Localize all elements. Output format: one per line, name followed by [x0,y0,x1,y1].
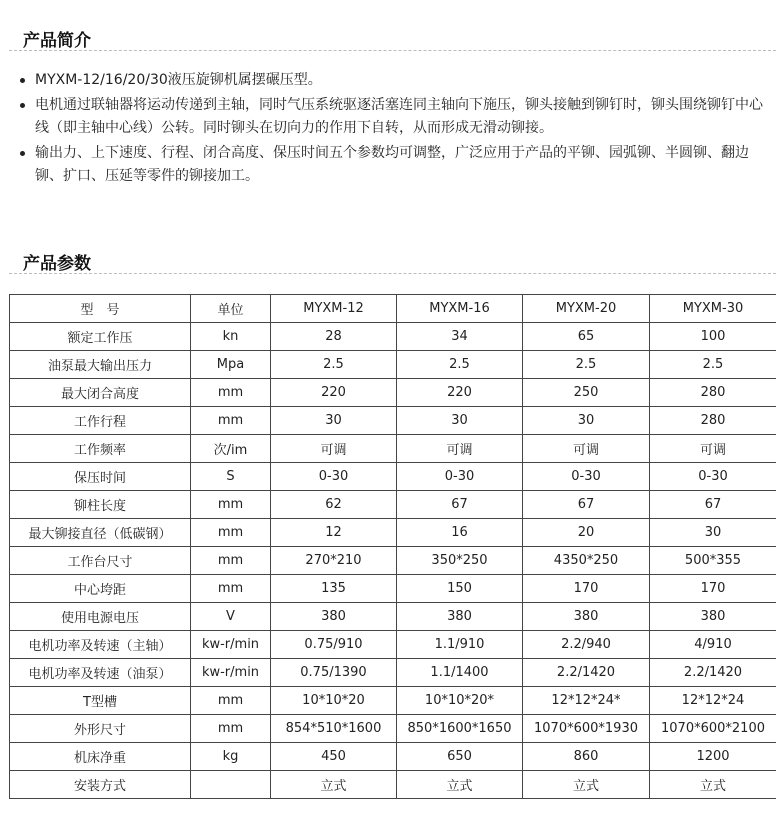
cell-model-30: 280 [650,379,776,407]
cell-model-16: 67 [397,491,523,519]
intro-bullet-item [18,94,773,140]
cell-model-30: 1070*600*2100 [650,715,776,743]
cell-param-name: 工作台尺寸 [10,547,191,575]
cell-model-30: 12*12*24 [650,687,776,715]
cell-model-16: 350*250 [397,547,523,575]
cell-model-12: 10*10*20 [271,687,397,715]
cell-model-12: 立式 [271,771,397,799]
cell-param-name: 最大闭合高度 [10,379,191,407]
cell-param-name: 安装方式 [10,771,191,799]
cell-model-30: 100 [650,323,776,351]
cell-unit: V [191,603,271,631]
cell-model-20: 250 [523,379,650,407]
cell-model-12: 380 [271,603,397,631]
cell-param-name: 使用电源电压 [10,603,191,631]
cell-model-30: 67 [650,491,776,519]
cell-unit: kg [191,743,271,771]
cell-model-20: 65 [523,323,650,351]
cell-model-20: 2.5 [523,351,650,379]
cell-unit: mm [191,491,271,519]
cell-unit: mm [191,687,271,715]
cell-model-12: 0.75/1390 [271,659,397,687]
cell-param-name: 额定工作压 [10,323,191,351]
cell-model-20: 30 [523,407,650,435]
cell-param-name: 最大铆接直径（低碳钢） [10,519,191,547]
cell-model-12: 0-30 [271,463,397,491]
table-row [10,547,776,575]
table-row [10,687,776,715]
cell-model-30: 280 [650,407,776,435]
cell-model-12: 450 [271,743,397,771]
cell-unit: kw-r/min [191,659,271,687]
cell-param-name: 外形尺寸 [10,715,191,743]
cell-unit: 次/im [191,435,271,463]
cell-model-12: 62 [271,491,397,519]
cell-unit: S [191,463,271,491]
cell-unit: Mpa [191,351,271,379]
cell-model-12: 可调 [271,435,397,463]
intro-section-title: 产品简介 [23,31,91,51]
cell-model-20: 0-30 [523,463,650,491]
intro-bullet-list [18,69,773,190]
cell-unit: mm [191,519,271,547]
header-cell-unit: 单位 [191,295,271,323]
cell-model-16: 16 [397,519,523,547]
table-row [10,631,776,659]
cell-param-name: 铆柱长度 [10,491,191,519]
cell-model-12: 854*510*1600 [271,715,397,743]
intro-bullet-item [18,69,773,92]
cell-model-20: 可调 [523,435,650,463]
cell-unit: mm [191,379,271,407]
cell-model-20: 1070*600*1930 [523,715,650,743]
cell-model-12: 30 [271,407,397,435]
cell-model-20: 立式 [523,771,650,799]
table-row [10,379,776,407]
table-row [10,659,776,687]
cell-model-20: 170 [523,575,650,603]
bullet-dot-icon [20,151,25,156]
intro-bullet-item [18,142,773,188]
cell-model-30: 立式 [650,771,776,799]
cell-model-12: 220 [271,379,397,407]
cell-model-16: 850*1600*1650 [397,715,523,743]
cell-model-30: 380 [650,603,776,631]
cell-unit: kw-r/min [191,631,271,659]
cell-unit: mm [191,547,271,575]
table-header-row [10,295,776,323]
params-section-title: 产品参数 [23,254,91,274]
cell-model-16: 1.1/910 [397,631,523,659]
params-table [9,294,776,799]
cell-model-30: 0-30 [650,463,776,491]
cell-model-16: 10*10*20* [397,687,523,715]
cell-param-name: 机床净重 [10,743,191,771]
table-row [10,351,776,379]
table-row [10,435,776,463]
cell-param-name: 工作行程 [10,407,191,435]
cell-param-name: T型槽 [10,687,191,715]
cell-model-30: 170 [650,575,776,603]
header-cell-model-20: MYXM-20 [523,295,650,323]
cell-model-20: 12*12*24* [523,687,650,715]
cell-model-12: 28 [271,323,397,351]
intro-bullet-text: MYXM-12/16/20/30液压旋铆机属摆碾压型。 [35,72,322,88]
cell-model-16: 2.5 [397,351,523,379]
cell-param-name: 保压时间 [10,463,191,491]
cell-param-name: 中心垮距 [10,575,191,603]
table-row [10,463,776,491]
cell-param-name: 工作频率 [10,435,191,463]
cell-model-16: 立式 [397,771,523,799]
table-row [10,743,776,771]
cell-model-12: 270*210 [271,547,397,575]
cell-model-12: 12 [271,519,397,547]
cell-param-name: 电机功率及转速（主轴） [10,631,191,659]
intro-bullet-text: 电机通过联轴器将运动传递到主轴，同时气压系统驱逐活塞连同主轴向下施压，铆头接触到铆钉时，铆头围绕铆钉中心线（即主轴中心线）公转。同时铆头在切向力的作用下自转，从而形成无滑动铆接。 [35,97,763,136]
header-cell-model-12: MYXM-12 [271,295,397,323]
cell-model-16: 150 [397,575,523,603]
cell-model-20: 67 [523,491,650,519]
cell-unit: mm [191,715,271,743]
cell-model-30: 2.5 [650,351,776,379]
table-row [10,323,776,351]
bullet-dot-icon [20,103,25,108]
header-cell-param-name: 型 号 [10,295,191,323]
bullet-dot-icon [20,78,25,83]
table-row [10,715,776,743]
params-divider [9,273,776,274]
cell-model-20: 20 [523,519,650,547]
cell-model-16: 220 [397,379,523,407]
intro-bullet-text: 输出力、上下速度、行程、闭合高度、保压时间五个参数均可调整，广泛应用于产品的平铆、园弧铆、半圆铆、翻边铆、扩口、压延等零件的铆接加工。 [35,145,749,184]
cell-unit: mm [191,575,271,603]
table-row [10,575,776,603]
header-cell-model-30: MYXM-30 [650,295,776,323]
cell-model-30: 1200 [650,743,776,771]
cell-model-16: 0-30 [397,463,523,491]
cell-model-30: 500*355 [650,547,776,575]
table-row [10,407,776,435]
table-row [10,771,776,799]
cell-unit: mm [191,407,271,435]
cell-model-20: 2.2/940 [523,631,650,659]
cell-model-30: 4/910 [650,631,776,659]
table-row [10,519,776,547]
cell-unit: kn [191,323,271,351]
cell-model-16: 34 [397,323,523,351]
table-row [10,491,776,519]
cell-param-name: 电机功率及转速（油泵） [10,659,191,687]
cell-model-20: 860 [523,743,650,771]
table-row [10,603,776,631]
cell-model-16: 650 [397,743,523,771]
header-cell-model-16: MYXM-16 [397,295,523,323]
cell-model-20: 2.2/1420 [523,659,650,687]
intro-divider [9,50,776,51]
cell-model-16: 1.1/1400 [397,659,523,687]
cell-model-20: 4350*250 [523,547,650,575]
cell-model-12: 0.75/910 [271,631,397,659]
cell-model-12: 2.5 [271,351,397,379]
cell-model-12: 135 [271,575,397,603]
cell-unit [191,771,271,799]
cell-model-16: 30 [397,407,523,435]
cell-model-30: 30 [650,519,776,547]
cell-model-20: 380 [523,603,650,631]
cell-model-16: 380 [397,603,523,631]
cell-model-30: 2.2/1420 [650,659,776,687]
cell-model-30: 可调 [650,435,776,463]
cell-model-16: 可调 [397,435,523,463]
cell-param-name: 油泵最大输出压力 [10,351,191,379]
